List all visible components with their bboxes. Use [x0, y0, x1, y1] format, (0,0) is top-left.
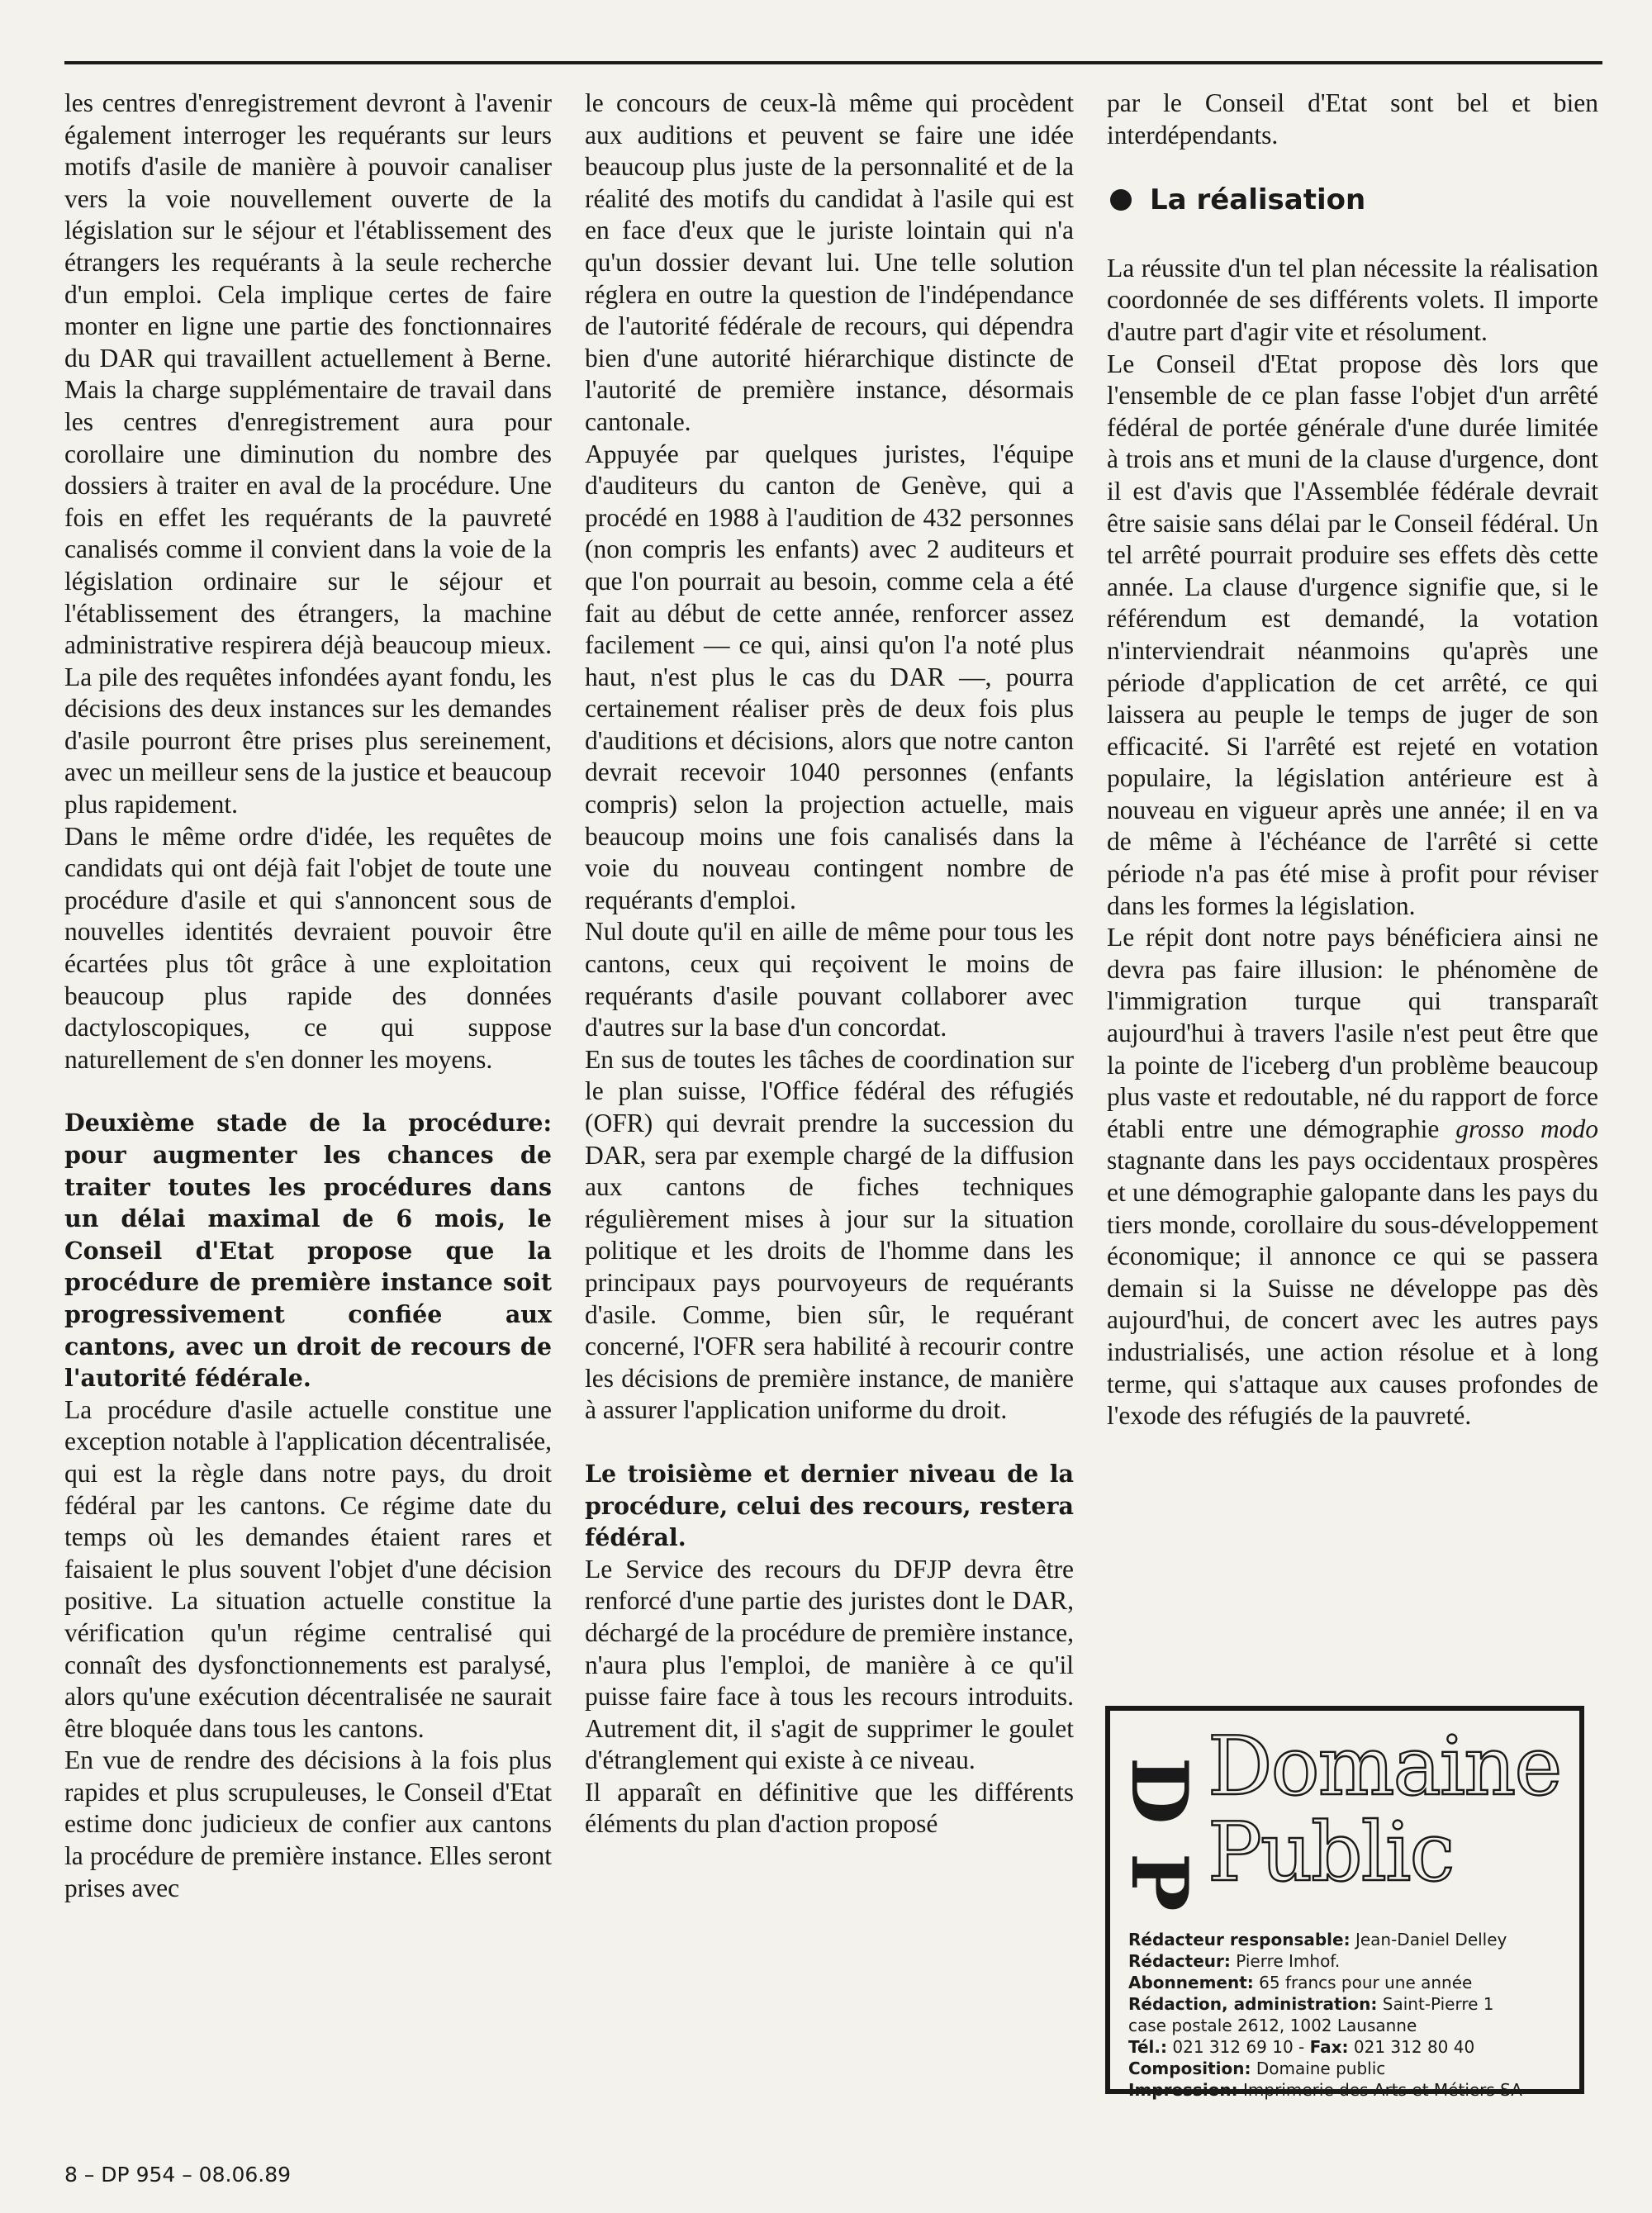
paragraph: Le Conseil d'Etat propose dès lors que l'ensemble de ce plan fasse l'objet d'un arrêté fédéral de portée générale d'une durée limitée à trois ans et muni de la clause d'urgence, dont il est d'avis que l'Assemblée fédérale devrait être saisie sans délai par le Conseil fédéral. Un tel arrêté pourrait produire ses effets dès cette année. La clause d'urgence signifie que, si le référendum est demandé, la votation n'interviendrait néanmoins qu'après une période d'application de cet arrêté, ce qui laissera au peuple le temps de juger de son efficacité. Si l'arrêté est rejeté en votation populaire, la législation antérieure est à nouveau en vigueur après une année; il en va de même à l'échéance de l'arrêté si cette période n'a pas été mise à profit pour réviser dans les formes la législation. — [1107, 349, 1598, 920]
section-lead: Le troisième et dernier niveau de la procédure, celui des recours, restera fédéral. — [585, 1459, 1074, 1552]
credit-row: Impression: Imprimerie des Arts et Métiers SA — [1128, 2080, 1522, 2100]
dp-logo — [1113, 1720, 1564, 1921]
credit-row: Composition: Domaine public — [1128, 2059, 1386, 2078]
paragraph: Le répit dont notre pays bénéficiera ainsi ne devra pas faire illusion: le phénomène de l'immigration turque qui transparaît aujourd'hui à travers l'asile n'est peut être que la pointe de l'iceberg d'un problème beaucoup plus vaste et redoutable, né du rapport de force établi entre une démographie grosso modo stagnante dans les pays occidentaux prospères et une démographie galopante dans les pays du tiers monde, corollaire du sous-développement économique; il annonce ce qui se passera demain si la Suisse ne développe pas dès aujourd'hui, de concert avec les autres pays industrialisés, une action résolue et à long terme, qui s'attaque aux causes profondes de l'exode des réfugiés de la pauvreté. — [1107, 923, 1598, 1431]
credit-row: Tél.: 021 312 69 10 - Fax: 021 312 80 40 — [1128, 2037, 1475, 2057]
paragraph: En sus de toutes les tâches de coordination sur le plan suisse, l'Office fédéral des réfugiés (OFR) qui devrait prendre la succession du DAR, sera par exemple chargé de la diffusion aux cantons de fiches techniques régulièrement mises à jour sur la situation politique et les droits de l'homme dans les principaux pays pourvoyeurs de requérants d'asile. Comme, bien sûr, le requérant concerné, l'OFR sera habilité à recourir contre les décisions de première instance, de manière à assurer l'application uniforme du droit. — [585, 1044, 1074, 1425]
paragraph: le concours de ceux-là même qui procèdent aux auditions et peuvent se faire une idée beaucoup plus juste de la personnalité et de la réalité des motifs du candidat à l'asile qui est en face d'eux que le juriste lointain qui n'a qu'un dossier devant lui. Une telle solution réglera en outre la question de l'indépendance de l'autorité fédérale de recours, qui dépendra bien d'une autorité hiérarchique distincte de l'autorité de première instance, désormais cantonale. — [585, 88, 1074, 436]
imprint-box — [1105, 1706, 1584, 2100]
logo-letter-d: D — [1113, 1757, 1204, 1825]
logo-word-public: Public — [1208, 1806, 1454, 1900]
logo-wordmark — [1208, 1720, 1561, 1900]
paragraph: Il apparaît en définitive que les différents éléments du plan d'action proposé — [585, 1777, 1074, 1839]
paragraph: les centres d'enregistrement devront à l'avenir également interroger les requérants sur leurs motifs d'asile de manière à pouvoir canaliser vers la voie nouvellement ouverte de la législation sur le séjour et l'établissement des étrangers les requérants à la seule recherche d'un emploi. Cela implique certes de faire monter en ligne une partie des fonctionnaires du DAR qui travaillent actuellement à Berne. Mais la charge supplémentaire de travail dans les centres d'enregistrement aura pour corollaire une diminution du nombre des dossiers à traiter en aval de la procédure. Une fois en effet les requérants de la pauvreté canalisés comme il convient dans la voie de la législation ordinaire sur le séjour et l'établissement des étrangers, la machine administrative respirera déjà beaucoup mieux. La pile des requêtes infondées ayant fondu, les décisions des deux instances sur les demandes d'asile pourront être prises plus sereinement, avec un meilleur sens de la justice et beaucoup plus rapidement. — [64, 88, 552, 819]
credits — [1128, 1929, 1564, 2101]
column-1 — [64, 88, 552, 1904]
section-heading — [1110, 184, 1598, 216]
top-rule — [64, 61, 1602, 64]
credit-row: Rédaction, administration: Saint-Pierre 1 — [1128, 1994, 1494, 2014]
logo-letter-p: P — [1113, 1853, 1204, 1911]
paragraph: En vue de rendre des décisions à la fois plus rapides et plus scrupuleuses, le Conseil d'Etat estime donc judicieux de confier aux cantons la procédure de première instance. Elles seront prises avec — [64, 1745, 552, 1902]
section-heading-text: La réalisation — [1150, 183, 1366, 217]
paragraph: Dans le même ordre d'idée, les requêtes de candidats qui ont déjà fait l'objet de toute une procédure d'asile et qui s'annoncent sous de nouvelles identités devraient pouvoir être écartées plus tôt grâce à une exploitation beaucoup plus rapide des données dactyloscopiques, ce qui suppose naturellement de s'en donner les moyens. — [64, 821, 552, 1074]
paragraph: La réussite d'un tel plan nécessite la réalisation coordonnée de ses différents volets. Il importe d'autre part d'agir vite et résolument. — [1107, 253, 1598, 346]
credit-row: Rédacteur responsable: Jean-Daniel Delley — [1128, 1930, 1507, 1949]
column-2 — [585, 88, 1074, 1840]
column-3 — [1107, 88, 1598, 1432]
logo-initials — [1113, 1722, 1204, 1921]
credit-row: case postale 2612, 1002 Lausanne — [1128, 2016, 1417, 2035]
credit-row: Abonnement: 65 francs pour une année — [1128, 1973, 1473, 1992]
page-footer: 8 – DP 954 – 08.06.89 — [64, 2163, 292, 2187]
bullet-icon — [1110, 189, 1132, 211]
paragraph: par le Conseil d'Etat sont bel et bien interdépendants. — [1107, 88, 1598, 150]
paragraph: Appuyée par quelques juristes, l'équipe d'auditeurs du canton de Genève, qui a procédé en 1988 à l'audition de 432 personnes (non compris les enfants) avec 2 auditeurs et que l'on pourrait au besoin, comme cela a été fait au début de cette année, renforcer assez facilement — ce qui, ainsi qu'on l'a noté plus haut, n'est plus le cas du DAR —, pourra certainement réaliser près de deux fois plus d'auditions et décisions, alors que notre canton devrait recevoir 1040 personnes (enfants compris) selon la projection actuelle, mais beaucoup moins une fois canalisés dans la voie du nouveau contingent nombre de requérants d'emploi. — [585, 439, 1074, 914]
logo-word-domaine: Domaine — [1208, 1720, 1561, 1814]
section-lead: Deuxième stade de la procédure: pour augmenter les chances de traiter toutes les procédures dans un délai maximal de 6 mois, le Conseil d'Etat propose que la procédure de première instance soit progressivement confiée aux cantons, avec un droit de recours de l'autorité fédérale. — [64, 1109, 552, 1393]
paragraph: La procédure d'asile actuelle constitue une exception notable à l'application décentralisée, qui est la règle dans notre pays, du droit fédéral par les cantons. Ce régime date du temps où les demandes étaient rares et faisaient le plus souvent l'objet d'une décision positive. La situation actuelle constitue la vérification qu'un régime centralisé qui connaît des dysfonctionnements est paralysé, alors qu'une exécution décentralisée ne saurait être bloquée dans tous les cantons. — [64, 1394, 552, 1743]
paragraph: Le Service des recours du DFJP devra être renforcé d'une partie des juristes dont le DAR, déchargé de la procédure de première instance, n'aura plus l'emploi, de manière à ce qu'il puisse faire face à tous les recours introduits. Autrement dit, il s'agit de supprimer le goulet d'étranglement qui existe à ce niveau. — [585, 1554, 1074, 1775]
credit-row: Rédacteur: Pierre Imhof. — [1128, 1951, 1341, 1971]
italic-phrase: grosso modo — [1455, 1114, 1598, 1143]
paragraph: Nul doute qu'il en aille de même pour tous les cantons, ceux qui reçoivent le moins de requérants d'asile pouvant collaborer avec d'autres sur la base d'un concordat. — [585, 917, 1074, 1042]
